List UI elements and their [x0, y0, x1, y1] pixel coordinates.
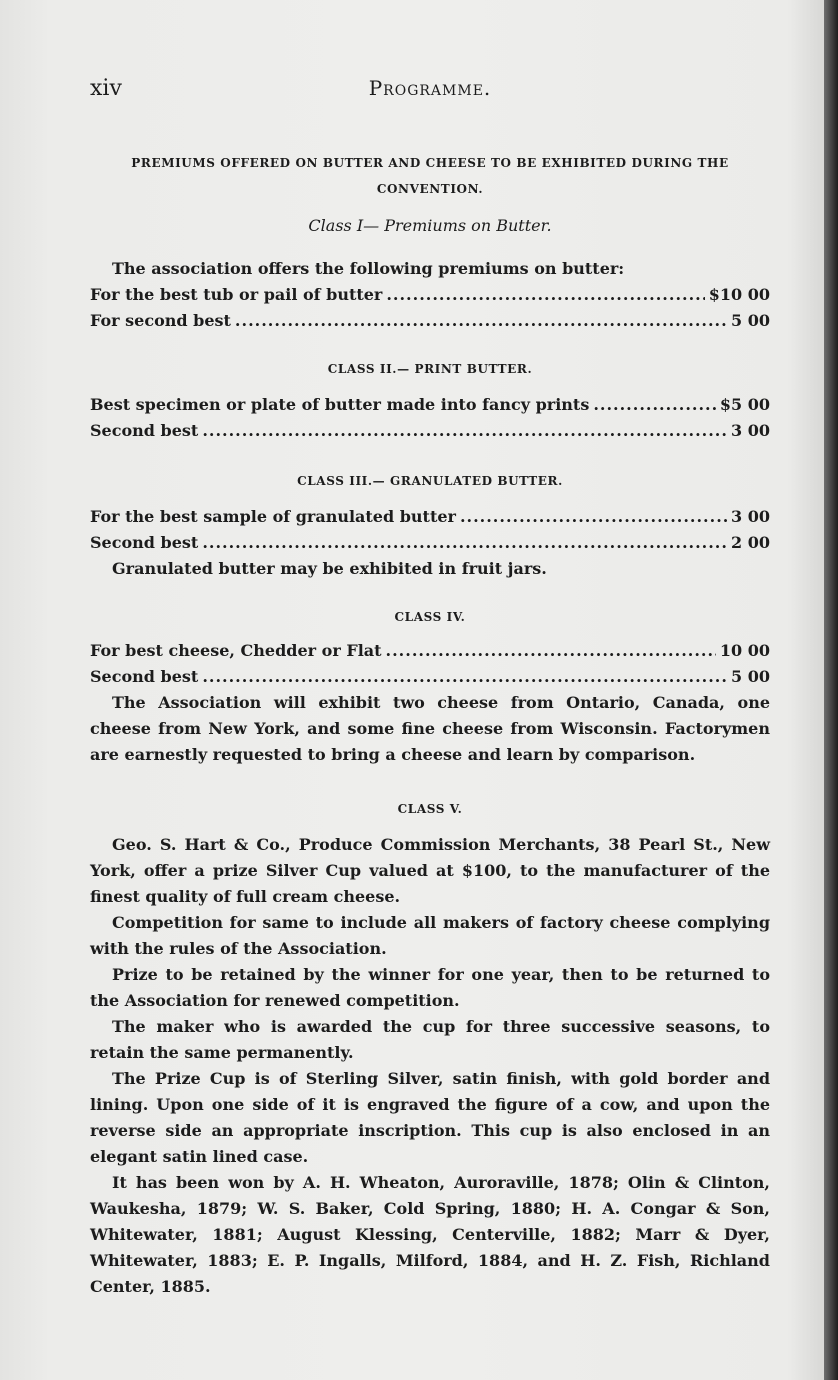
class-4-note: The Association will exhibit two cheese from Ontario, Canada, one cheese from New York, and some fine cheese from Wisconsin. Factorymen are earnestly requested to bring a cheese and learn by comparison. — [90, 693, 770, 764]
class-3-title: CLASS III.— GRANULATED BUTTER. — [297, 474, 563, 488]
class-3-entry: Second best ..... 2 00 — [90, 530, 770, 556]
page-number: xiv — [90, 76, 122, 101]
class-5-paragraph: It has been won by A. H. Wheaton, Auroraville, 1878; Olin & Clinton, Waukesha, 1879; W. S. Baker, Cold Spring, 1880; H. A. Congar & Son, Whitewater, 1881; August Klessing, Centerville, 1882; Marr & Dyer, Whitewater, 1883; E. P. Ingalls, Milford, 1884, and H. Z. Fish, Richland Center, 1885. — [90, 1173, 770, 1296]
class-1-entry: For the best tub or pail of butter ..... $10 00 — [90, 282, 770, 308]
class-4-block — [90, 638, 770, 768]
class-5-paragraph: The maker who is awarded the cup for three successive seasons, to retain the same permanently. — [90, 1017, 770, 1062]
class-5-paragraph: Competition for same to include all makers of factory cheese complying with the rules of the Association. — [90, 913, 770, 958]
class-1-title: Class I— Premiums on Butter. — [308, 216, 552, 235]
class-4-entry: For best cheese, Chedder or Flat ..... 10 00 — [90, 638, 770, 664]
class-3-note: Granulated butter may be exhibited in fruit jars. — [112, 559, 547, 578]
class-5-block — [90, 832, 770, 1300]
class-4-title: CLASS IV. — [394, 610, 466, 624]
class-5-paragraph: Prize to be retained by the winner for one year, then to be returned to the Association for renewed competition. — [90, 965, 770, 1010]
class-1-block — [90, 256, 770, 334]
page-header — [90, 76, 770, 106]
class-3-block — [90, 504, 770, 582]
class-2-title: CLASS II.— PRINT BUTTER. — [327, 362, 533, 376]
running-title: Programme. — [368, 76, 492, 100]
class-5-paragraph: Geo. S. Hart & Co., Produce Commission Merchants, 38 Pearl St., New York, offer a prize Silver Cup valued at $100, to the manufacturer of the finest quality of full cream cheese. — [90, 835, 770, 906]
class-2-entry: Second best ..... 3 00 — [90, 418, 770, 444]
class-2-entry: Best specimen or plate of butter made into fancy prints ..... $5 00 — [90, 392, 770, 418]
class-1-entry: For second best ..... 5 00 — [90, 308, 770, 334]
class-5-title: CLASS V. — [397, 802, 463, 816]
heading-line-2: CONVENTION. — [376, 182, 484, 196]
class-1-intro: The association offers the following premiums on butter: — [112, 259, 625, 278]
class-5-paragraph: The Prize Cup is of Sterling Silver, satin finish, with gold border and lining. Upon one side of it is engraved the figure of a cow, and upon the reverse side an appropriate inscription. This cup is also enclosed in an elegant satin lined case. — [90, 1069, 770, 1166]
heading-line-1: PREMIUMS OFFERED ON BUTTER AND CHEESE TO BE EXHIBITED DURING THE — [131, 156, 729, 170]
class-2-block — [90, 392, 770, 444]
class-4-entry: Second best ..... 5 00 — [90, 664, 770, 690]
section-heading — [90, 150, 770, 202]
book-spine-shadow — [824, 0, 838, 1380]
class-3-entry: For the best sample of granulated butter ..... 3 00 — [90, 504, 770, 530]
